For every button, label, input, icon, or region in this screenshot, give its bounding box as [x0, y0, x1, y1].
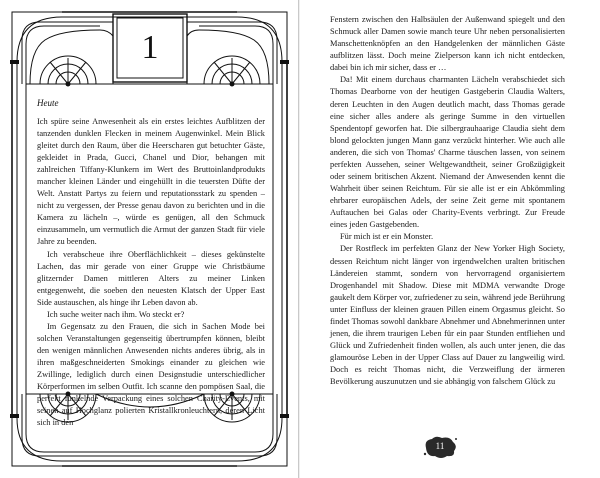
page-number: 11: [435, 441, 445, 451]
paragraph: Ich spüre seine Anwesenheit als ein erstes leichtes Aufblitzen der tanzenden dunklen Flecken in meinem Augenwinkel. Mein Blick gleitet durch den Raum, über die Heerscharen gut betuchter Gäste, gekleidet in Prada, Gucci, Chanel und Dior, behangen mit zahlreichen Tiffany-Klunkern im Wert des Bruttoinlandprodukts mancher kleinen Länder und eingehüllt in die teuersten Düfte der Welt. Anstatt Partys zu feiern und reputationsstark zu spenden – nicht zu vergessen, der Presse genau davon zu berichten und in die Kamera zu lächeln –, würde es genügen, all den Schmuck einzusammeln, um vermutlich die Armut der ganzen Stadt für viele Jahre zu beenden.: [37, 117, 265, 247]
paragraph: Für mich ist er ein Monster.: [340, 232, 434, 242]
chapter-number: 1: [141, 29, 159, 66]
paragraph: Ich verabscheue ihre Oberflächlichkeit – dieses gekünstelte Lachen, das mir gerade von einer Gruppe wie Christbäume glitzernder Damen mittleren Alters zu meiner Linken entgegenweht, die soeben den neuesten Klatsch der Upper East Side austauschen, als hinge ihr Leben davon ab.: [37, 249, 265, 307]
left-page-body: [37, 116, 265, 429]
paragraph: Fenstern zwischen den Halbsäulen der Außenwand spiegelt und den Schmuck aller Damen sowie manch teure Uhr neben personalisierten Manschettenknöpfen an den Handgelenken der männlichen Gäste aufblitzen lässt. Doch meine Zielperson kann ich nicht entdecken, dabei bin ich mir sicher, dass er …: [330, 15, 565, 73]
paragraph: Ich suche weiter nach ihm. Wo steckt er?: [47, 309, 185, 319]
paragraph: Im Gegensatz zu den Frauen, die sich in Sachen Mode bei solchen Veranstaltungen gegenseitig übertrumpfen können, bleibt den wenigen männlichen Anwesenden nichts anderes übrig, als in ihren maßgeschneiderten Smokings einander zu gleichen wie Zwillinge, lediglich durch einen Designstudie unterschiedlicher Körperformen im selben Outfit. Ich scanne den pompösen Saal, die perfekt funkelnde Verpackung eines solchen Charity-Events, mit seinen auf Hochglanz polierten Kristallkronleuchtern, deren Licht sich in den: [37, 321, 265, 428]
left-page: [0, 0, 299, 478]
right-page: [300, 0, 600, 478]
page-number-ornament: [422, 434, 458, 460]
date-heading: Heute: [37, 98, 59, 108]
right-page-body: [330, 14, 565, 388]
paragraph: Der Rostfleck im perfekten Glanz der New Yorker High Society, dessen Reichtum nicht länger von irgendwelchen uralten britischen Ländereien stammt, sondern von hervorragend organisiertem Drogenhandel mit Shadow. Diese mit MDMA verwandte Droge gaukelt dem Körper vor, zufriedener zu sein, während jede Berührung unter Einfluss der kleinen grauen Pillen einem Orgasmus gleicht. So findet Thomas sowohl dankbare Abnehmer und Abnehmerinnen unter jenen, die ihrem traurigen Leben für ein paar Stunden entfliehen und Glück und Zufriedenheit finden wollen, als auch unter jenen, die das glamouröse Leben in der Upper Class auf Dauer zu langweilig wird. Doch es reicht Thomas nicht, die Verzweiflung der ärmeren Bevölkerung auszunutzen und sie abhängig von falschem Glück zu: [330, 244, 565, 387]
chapter-heading: [119, 20, 181, 76]
paragraph: Da! Mit einem durchaus charmanten Lächeln verabschiedet sich Thomas Dearborne von der heutigen Gastgeberin Claudia Walters, deren Leuchten in den Augen deutlich macht, dass Thomas gerade eine sicher alles andere als geringe Summe in den virtuellen Spendentopf geworfen hat. Die silbergrauhaarige Claudia sieht dem blond gelockten jungen Mann ganz verzückt hinterher. Wie auch alle anderen, die sich von Thomas' Charme täuschen lassen, von seinem perfekten Aussehen, seiner Weltgewandtheit, seiner Großzügigkeit oder seinem britischen Akzent. Niemand der Anwesenden kennt die Wahrheit über seinen Reichtum. Für sie alle ist er ein Abkömmling ehrbarer europäischen Adels, der seine Zeit gerne mit spontanem Auftauchen bei Galas oder Charity-Events verbringt. Zur Freude eines jeden Gastgebenden.: [330, 75, 565, 230]
